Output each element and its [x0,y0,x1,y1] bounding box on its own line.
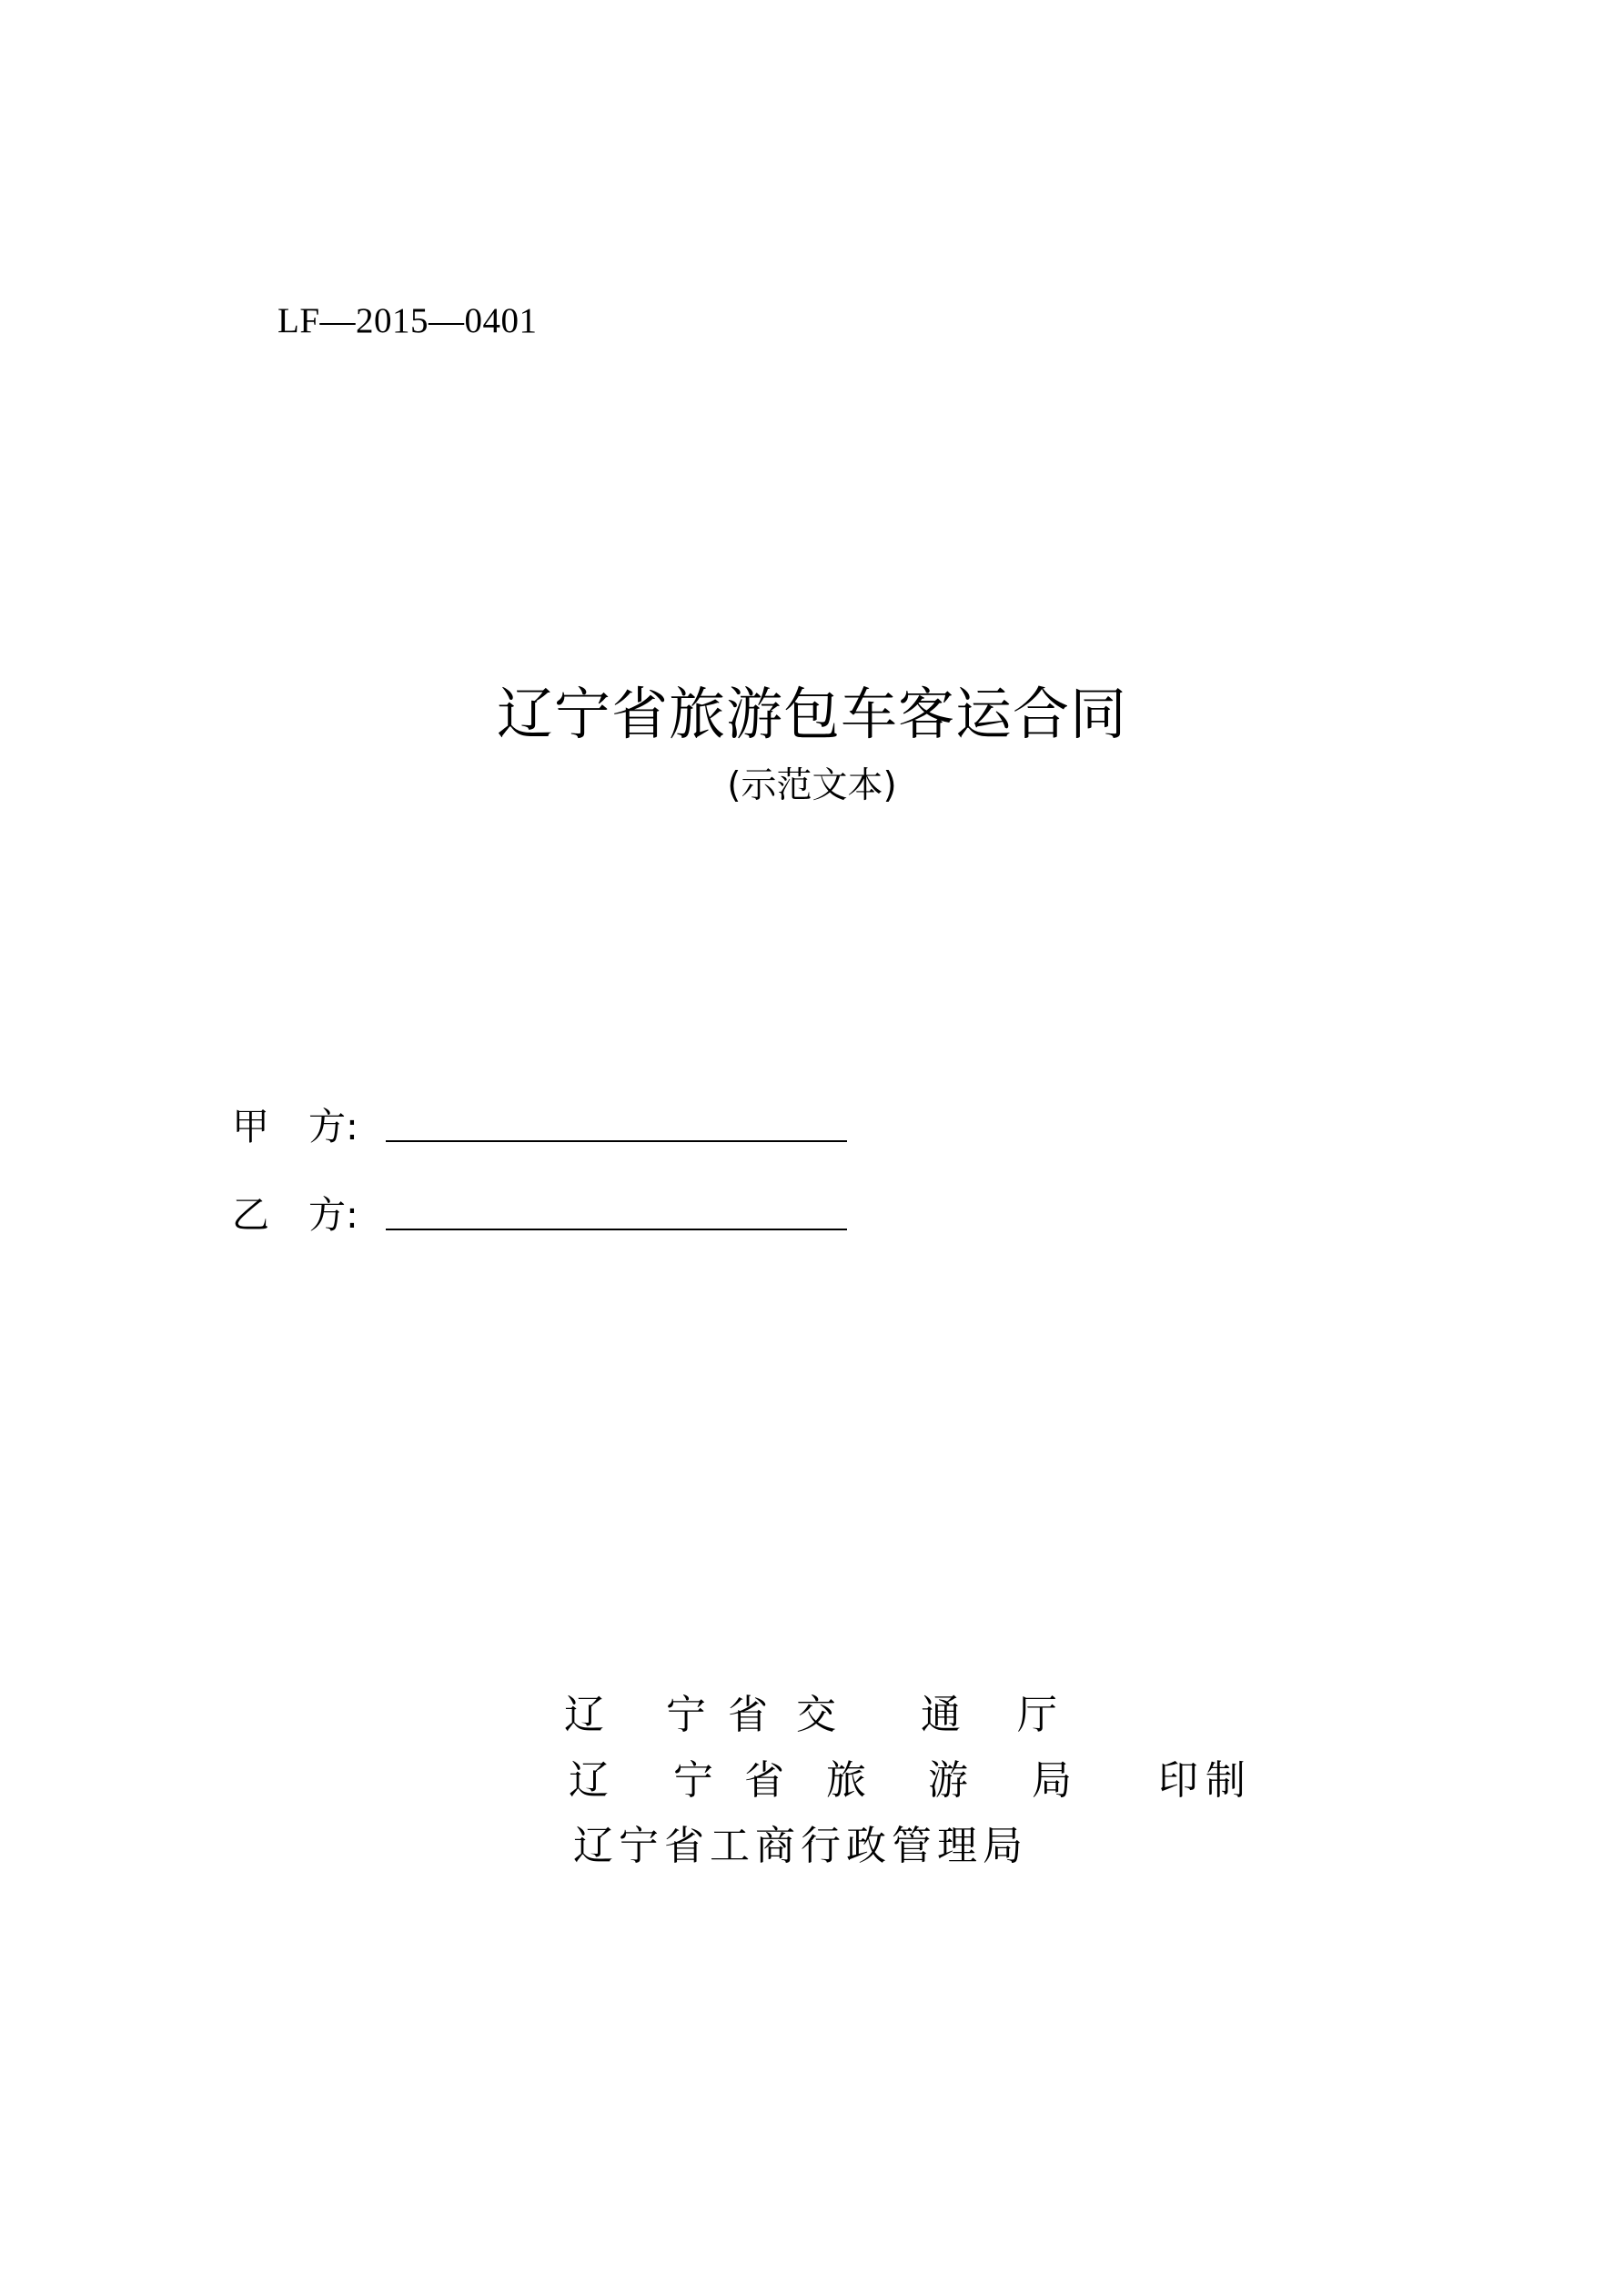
issuer-char: 旅 [826,1757,866,1804]
issuer-char: 辽 [564,1692,604,1738]
issuer-char: 厅 [1017,1692,1057,1738]
party-a-underline [386,1140,847,1142]
party-b-label-char: 乙 [232,1193,269,1237]
issuer-char: 省 [728,1692,768,1738]
printed-by-label: 印制 [1158,1757,1253,1804]
issuer-char: 辽 [569,1757,609,1804]
party-b-label-suffix: 方: [308,1193,358,1237]
party-a-label-suffix: 方: [308,1105,358,1148]
document-code: LF—2015—0401 [277,301,538,340]
issuer-char: 宁 [673,1757,713,1804]
party-b-field[interactable] [386,1185,847,1229]
party-a-field[interactable] [386,1097,847,1140]
issuer-char: 通 [921,1692,961,1738]
document-title: 辽宁省旅游包车客运合同 [496,681,1127,747]
issuer-char: 局 [1032,1757,1072,1804]
issuer-industry-commerce-admin: 辽宁省工商行政管理局 [573,1823,1028,1869]
issuer-char: 游 [928,1757,968,1804]
document-subtitle: (示范文本) [727,765,897,806]
party-b-underline [386,1229,847,1230]
party-a-label-char: 甲 [232,1105,269,1148]
issuer-char: 交 [796,1692,836,1738]
issuer-char: 宁 [666,1692,706,1738]
issuer-char: 省 [744,1757,784,1804]
